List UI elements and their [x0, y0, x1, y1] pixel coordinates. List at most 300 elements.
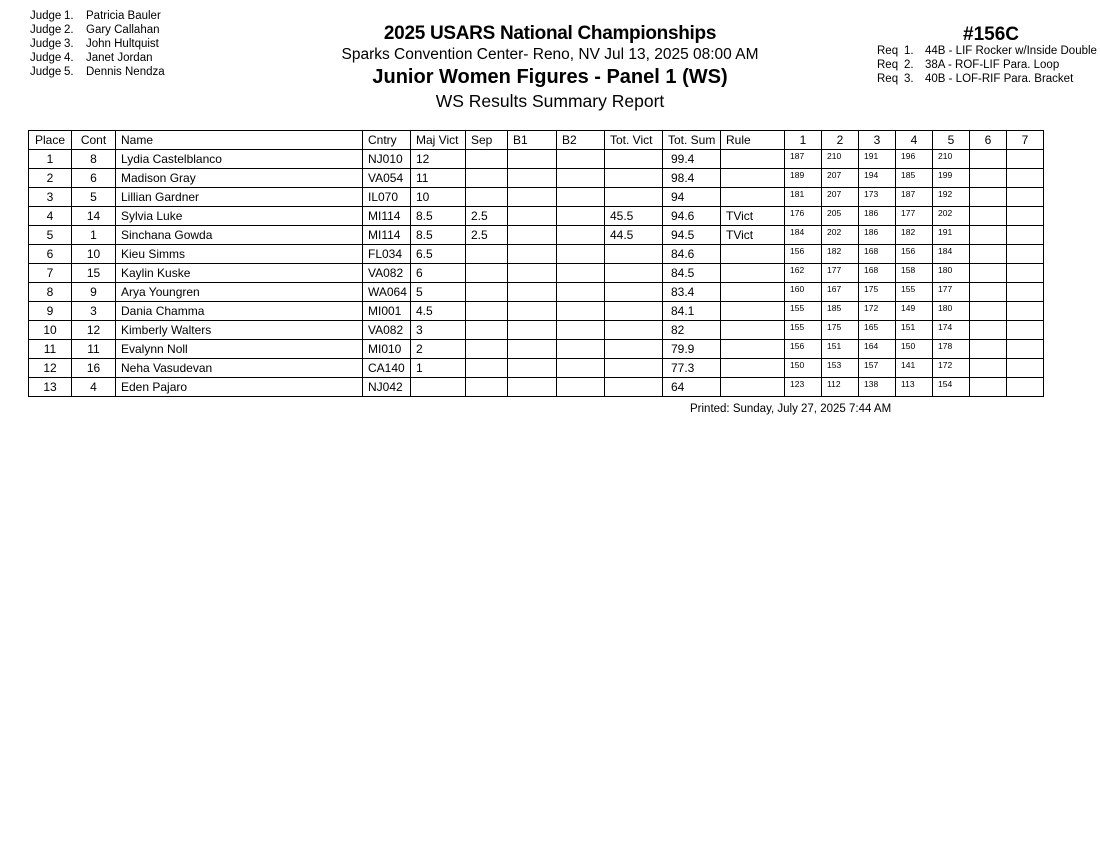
cell-judge-3: 168: [859, 264, 896, 283]
cell-b1: [508, 207, 557, 226]
cell-judge-1: 187: [785, 150, 822, 169]
cell-b1: [508, 359, 557, 378]
cell-judge-6: [970, 321, 1007, 340]
cell-judge-6: [970, 378, 1007, 397]
cell-maj-vict: 11: [411, 169, 466, 188]
judge-name: Dennis Nendza: [86, 66, 165, 78]
cell-cont: 15: [72, 264, 116, 283]
cell-judge-3: 138: [859, 378, 896, 397]
cell-name: Lillian Gardner: [116, 188, 363, 207]
cell-tot-sum: 84.6: [663, 245, 721, 264]
cell-maj-vict: 8.5: [411, 226, 466, 245]
cell-name: Kimberly Walters: [116, 321, 363, 340]
cell-judge-4: 149: [896, 302, 933, 321]
cell-b1: [508, 188, 557, 207]
requirement-number: 3.: [904, 73, 914, 85]
judge-number: 3.: [64, 38, 74, 50]
cell-judge-4: 141: [896, 359, 933, 378]
cell-judge-1: 176: [785, 207, 822, 226]
requirement-line: [877, 58, 1100, 72]
cell-judge-4: 113: [896, 378, 933, 397]
cell-name: Arya Youngren: [116, 283, 363, 302]
cell-judge-5: 154: [933, 378, 970, 397]
cell-place: 12: [29, 359, 72, 378]
cell-judge-5: 202: [933, 207, 970, 226]
table-row: [29, 283, 1044, 302]
cell-cont: 11: [72, 340, 116, 359]
cell-tot-sum: 79.9: [663, 340, 721, 359]
cell-maj-vict: 1: [411, 359, 466, 378]
cell-place: 7: [29, 264, 72, 283]
cell-cntry: WA064: [363, 283, 411, 302]
column-header-judge-3: 3: [859, 131, 896, 150]
cell-sep: [466, 302, 508, 321]
cell-judge-2: 175: [822, 321, 859, 340]
judge-name: Gary Callahan: [86, 24, 160, 36]
cell-sep: 2.5: [466, 207, 508, 226]
cell-judge-4: 182: [896, 226, 933, 245]
requirement-text: 38A - ROF-LIF Para. Loop: [925, 59, 1060, 71]
judge-number: 2.: [64, 24, 74, 36]
table-row: [29, 359, 1044, 378]
requirement-prefix: Req: [877, 59, 899, 71]
cell-maj-vict: 3: [411, 321, 466, 340]
cell-cntry: NJ042: [363, 378, 411, 397]
cell-sep: [466, 245, 508, 264]
cell-sep: [466, 188, 508, 207]
cell-name: Eden Pajaro: [116, 378, 363, 397]
cell-judge-2: 202: [822, 226, 859, 245]
cell-cont: 8: [72, 150, 116, 169]
cell-judge-1: 181: [785, 188, 822, 207]
venue-date-line: Sparks Convention Center- Reno, NV Jul 13, 2025 08:00 AM: [341, 46, 759, 63]
column-header-tot-vict: Tot. Vict: [605, 131, 663, 150]
cell-cont: 12: [72, 321, 116, 340]
cell-place: 8: [29, 283, 72, 302]
cell-sep: [466, 283, 508, 302]
table-body: [29, 150, 1044, 397]
cell-judge-5: 174: [933, 321, 970, 340]
cell-b2: [557, 321, 605, 340]
judge-line: [30, 9, 165, 23]
requirement-number: 2.: [904, 59, 914, 71]
cell-cntry: FL034: [363, 245, 411, 264]
column-header-place: Place: [29, 131, 72, 150]
cell-tot-sum: 94: [663, 188, 721, 207]
cell-judge-1: 150: [785, 359, 822, 378]
cell-judge-4: 177: [896, 207, 933, 226]
table-header: [29, 131, 1044, 150]
cell-judge-4: 196: [896, 150, 933, 169]
event-number: #156C: [963, 24, 1019, 45]
cell-judge-7: [1007, 169, 1044, 188]
cell-sep: [466, 264, 508, 283]
cell-place: 4: [29, 207, 72, 226]
judge-number: 5.: [64, 66, 74, 78]
cell-judge-3: 168: [859, 245, 896, 264]
cell-tot-vict: [605, 340, 663, 359]
column-header-b1: B1: [508, 131, 557, 150]
cell-tot-sum: 84.5: [663, 264, 721, 283]
cell-tot-sum: 83.4: [663, 283, 721, 302]
cell-judge-5: 178: [933, 340, 970, 359]
cell-sep: [466, 150, 508, 169]
judge-number: 1.: [64, 10, 74, 22]
cell-judge-1: 184: [785, 226, 822, 245]
cell-b2: [557, 150, 605, 169]
column-header-tot-sum: Tot. Sum: [663, 131, 721, 150]
cell-judge-4: 158: [896, 264, 933, 283]
cell-cntry: MI114: [363, 207, 411, 226]
cell-b2: [557, 188, 605, 207]
cell-tot-vict: 44.5: [605, 226, 663, 245]
cell-judge-6: [970, 283, 1007, 302]
cell-sep: [466, 359, 508, 378]
cell-judge-2: 112: [822, 378, 859, 397]
cell-judge-6: [970, 226, 1007, 245]
cell-judge-7: [1007, 340, 1044, 359]
cell-judge-6: [970, 359, 1007, 378]
cell-judge-5: 184: [933, 245, 970, 264]
cell-sep: [466, 321, 508, 340]
judge-number: 4.: [64, 52, 74, 64]
cell-judge-3: 191: [859, 150, 896, 169]
cell-judge-4: 187: [896, 188, 933, 207]
table-row: [29, 264, 1044, 283]
cell-judge-2: 177: [822, 264, 859, 283]
requirement-text: 44B - LIF Rocker w/Inside Double: [925, 45, 1097, 57]
cell-maj-vict: 5: [411, 283, 466, 302]
judge-prefix: Judge: [30, 52, 62, 64]
cell-tot-sum: 94.6: [663, 207, 721, 226]
table-row: [29, 169, 1044, 188]
cell-judge-7: [1007, 378, 1044, 397]
cell-name: Sinchana Gowda: [116, 226, 363, 245]
cell-judge-3: 172: [859, 302, 896, 321]
requirements-list: [877, 44, 1100, 86]
cell-tot-vict: [605, 169, 663, 188]
cell-b2: [557, 340, 605, 359]
cell-tot-vict: 45.5: [605, 207, 663, 226]
header-row: [29, 131, 1044, 150]
cell-maj-vict: 6: [411, 264, 466, 283]
cell-judge-1: 156: [785, 340, 822, 359]
cell-rule: TVict: [721, 207, 785, 226]
cell-tot-sum: 94.5: [663, 226, 721, 245]
cell-maj-vict: 2: [411, 340, 466, 359]
cell-tot-vict: [605, 283, 663, 302]
cell-judge-1: 123: [785, 378, 822, 397]
cell-rule: [721, 359, 785, 378]
cell-judge-5: 210: [933, 150, 970, 169]
column-header-judge-5: 5: [933, 131, 970, 150]
printed-timestamp: Printed: Sunday, July 27, 2025 7:44 AM: [690, 403, 892, 415]
cell-maj-vict: 8.5: [411, 207, 466, 226]
table-row: [29, 321, 1044, 340]
cell-rule: [721, 169, 785, 188]
cell-cont: 9: [72, 283, 116, 302]
cell-cont: 5: [72, 188, 116, 207]
cell-cont: 6: [72, 169, 116, 188]
judge-prefix: Judge: [30, 66, 62, 78]
cell-b2: [557, 169, 605, 188]
cell-b2: [557, 264, 605, 283]
cell-rule: [721, 378, 785, 397]
cell-judge-3: 175: [859, 283, 896, 302]
cell-judge-2: 207: [822, 169, 859, 188]
cell-judge-3: 164: [859, 340, 896, 359]
cell-place: 11: [29, 340, 72, 359]
cell-cntry: MI001: [363, 302, 411, 321]
cell-judge-1: 155: [785, 302, 822, 321]
judge-name: Patricia Bauler: [86, 10, 161, 22]
cell-judge-1: 189: [785, 169, 822, 188]
cell-b2: [557, 378, 605, 397]
cell-b1: [508, 321, 557, 340]
cell-place: 3: [29, 188, 72, 207]
requirement-prefix: Req: [877, 73, 899, 85]
cell-tot-sum: 77.3: [663, 359, 721, 378]
cell-judge-6: [970, 207, 1007, 226]
column-header-judge-4: 4: [896, 131, 933, 150]
cell-judge-2: 210: [822, 150, 859, 169]
cell-maj-vict: 10: [411, 188, 466, 207]
cell-judge-6: [970, 245, 1007, 264]
cell-judge-5: 180: [933, 264, 970, 283]
cell-tot-sum: 64: [663, 378, 721, 397]
cell-judge-1: 162: [785, 264, 822, 283]
cell-judge-3: 165: [859, 321, 896, 340]
cell-place: 6: [29, 245, 72, 264]
table-row: [29, 226, 1044, 245]
table-row: [29, 245, 1044, 264]
cell-judge-2: 185: [822, 302, 859, 321]
cell-judge-4: 156: [896, 245, 933, 264]
cell-tot-vict: [605, 321, 663, 340]
cell-rule: [721, 340, 785, 359]
cell-rule: [721, 321, 785, 340]
cell-name: Sylvia Luke: [116, 207, 363, 226]
table-row: [29, 188, 1044, 207]
judge-line: [30, 23, 165, 37]
cell-name: Dania Chamma: [116, 302, 363, 321]
cell-cont: 10: [72, 245, 116, 264]
cell-tot-vict: [605, 150, 663, 169]
cell-maj-vict: 6.5: [411, 245, 466, 264]
cell-tot-sum: 82: [663, 321, 721, 340]
cell-judge-4: 185: [896, 169, 933, 188]
cell-b1: [508, 169, 557, 188]
cell-tot-vict: [605, 302, 663, 321]
cell-judge-2: 153: [822, 359, 859, 378]
cell-tot-sum: 99.4: [663, 150, 721, 169]
cell-judge-7: [1007, 302, 1044, 321]
column-header-name: Name: [116, 131, 363, 150]
table-row: [29, 207, 1044, 226]
cell-b1: [508, 245, 557, 264]
cell-b2: [557, 359, 605, 378]
cell-judge-5: 199: [933, 169, 970, 188]
cell-cntry: NJ010: [363, 150, 411, 169]
column-header-b2: B2: [557, 131, 605, 150]
cell-judge-2: 205: [822, 207, 859, 226]
cell-name: Kaylin Kuske: [116, 264, 363, 283]
table-row: [29, 150, 1044, 169]
cell-judge-1: 160: [785, 283, 822, 302]
report-header: [250, 22, 850, 112]
cell-judge-7: [1007, 150, 1044, 169]
cell-sep: [466, 340, 508, 359]
cell-sep: [466, 378, 508, 397]
cell-judge-3: 186: [859, 226, 896, 245]
cell-judge-5: 172: [933, 359, 970, 378]
cell-cntry: VA082: [363, 321, 411, 340]
judge-prefix: Judge: [30, 24, 62, 36]
judge-name: Janet Jordan: [86, 52, 153, 64]
cell-rule: [721, 150, 785, 169]
judge-line: [30, 51, 165, 65]
cell-b2: [557, 245, 605, 264]
table-row: [29, 340, 1044, 359]
cell-judge-5: 177: [933, 283, 970, 302]
judge-name: John Hultquist: [86, 38, 159, 50]
cell-judge-5: 180: [933, 302, 970, 321]
cell-cntry: MI010: [363, 340, 411, 359]
table-row: [29, 378, 1044, 397]
cell-judge-7: [1007, 188, 1044, 207]
cell-b2: [557, 302, 605, 321]
cell-place: 13: [29, 378, 72, 397]
cell-tot-vict: [605, 359, 663, 378]
column-header-cont: Cont: [72, 131, 116, 150]
cell-judge-5: 192: [933, 188, 970, 207]
cell-judge-2: 151: [822, 340, 859, 359]
cell-judge-6: [970, 340, 1007, 359]
judges-list: [30, 9, 165, 79]
cell-b1: [508, 378, 557, 397]
cell-b1: [508, 302, 557, 321]
judge-prefix: Judge: [30, 10, 62, 22]
cell-b1: [508, 283, 557, 302]
cell-place: 1: [29, 150, 72, 169]
cell-tot-sum: 84.1: [663, 302, 721, 321]
requirement-number: 1.: [904, 45, 914, 57]
column-header-judge-7: 7: [1007, 131, 1044, 150]
cell-rule: [721, 245, 785, 264]
cell-b1: [508, 264, 557, 283]
cell-name: Kieu Simms: [116, 245, 363, 264]
column-header-rule: Rule: [721, 131, 785, 150]
cell-judge-7: [1007, 359, 1044, 378]
cell-place: 10: [29, 321, 72, 340]
cell-judge-3: 157: [859, 359, 896, 378]
cell-rule: [721, 283, 785, 302]
cell-name: Lydia Castelblanco: [116, 150, 363, 169]
cell-judge-7: [1007, 321, 1044, 340]
cell-b2: [557, 226, 605, 245]
cell-judge-6: [970, 169, 1007, 188]
cell-judge-6: [970, 302, 1007, 321]
cell-judge-4: 150: [896, 340, 933, 359]
requirement-prefix: Req: [877, 45, 899, 57]
cell-cntry: MI114: [363, 226, 411, 245]
column-header-cntry: Cntry: [363, 131, 411, 150]
cell-judge-3: 173: [859, 188, 896, 207]
cell-b1: [508, 226, 557, 245]
cell-place: 9: [29, 302, 72, 321]
judge-line: [30, 37, 165, 51]
event-title: 2025 USARS National Championships: [383, 23, 717, 44]
cell-cont: 4: [72, 378, 116, 397]
cell-judge-1: 156: [785, 245, 822, 264]
cell-judge-4: 151: [896, 321, 933, 340]
column-header-judge-2: 2: [822, 131, 859, 150]
requirement-line: [877, 44, 1100, 58]
cell-cntry: IL070: [363, 188, 411, 207]
cell-judge-2: 182: [822, 245, 859, 264]
cell-tot-vict: [605, 188, 663, 207]
cell-tot-vict: [605, 245, 663, 264]
cell-judge-7: [1007, 264, 1044, 283]
cell-judge-7: [1007, 245, 1044, 264]
cell-name: Madison Gray: [116, 169, 363, 188]
cell-cont: 16: [72, 359, 116, 378]
cell-judge-6: [970, 264, 1007, 283]
requirement-text: 40B - LOF-RIF Para. Bracket: [925, 73, 1074, 85]
cell-sep: 2.5: [466, 226, 508, 245]
report-title: WS Results Summary Report: [435, 91, 665, 111]
judge-prefix: Judge: [30, 38, 62, 50]
cell-maj-vict: 4.5: [411, 302, 466, 321]
cell-b2: [557, 283, 605, 302]
cell-judge-4: 155: [896, 283, 933, 302]
column-header-judge-6: 6: [970, 131, 1007, 150]
judge-line: [30, 65, 165, 79]
group-title: Junior Women Figures - Panel 1 (WS): [372, 66, 728, 88]
cell-cntry: CA140: [363, 359, 411, 378]
cell-judge-2: 207: [822, 188, 859, 207]
cell-judge-3: 194: [859, 169, 896, 188]
cell-cntry: VA054: [363, 169, 411, 188]
cell-place: 2: [29, 169, 72, 188]
cell-b2: [557, 207, 605, 226]
cell-cont: 3: [72, 302, 116, 321]
cell-rule: [721, 264, 785, 283]
cell-cont: 14: [72, 207, 116, 226]
cell-rule: [721, 302, 785, 321]
cell-rule: [721, 188, 785, 207]
column-header-judge-1: 1: [785, 131, 822, 150]
cell-tot-vict: [605, 378, 663, 397]
cell-judge-2: 167: [822, 283, 859, 302]
cell-b1: [508, 150, 557, 169]
cell-sep: [466, 169, 508, 188]
results-table: [28, 130, 1044, 397]
cell-judge-6: [970, 188, 1007, 207]
cell-place: 5: [29, 226, 72, 245]
cell-tot-vict: [605, 264, 663, 283]
table-row: [29, 302, 1044, 321]
cell-judge-7: [1007, 283, 1044, 302]
cell-judge-7: [1007, 207, 1044, 226]
cell-judge-7: [1007, 226, 1044, 245]
cell-tot-sum: 98.4: [663, 169, 721, 188]
cell-name: Neha Vasudevan: [116, 359, 363, 378]
column-header-sep: Sep: [466, 131, 508, 150]
cell-maj-vict: 12: [411, 150, 466, 169]
cell-judge-6: [970, 150, 1007, 169]
cell-cont: 1: [72, 226, 116, 245]
